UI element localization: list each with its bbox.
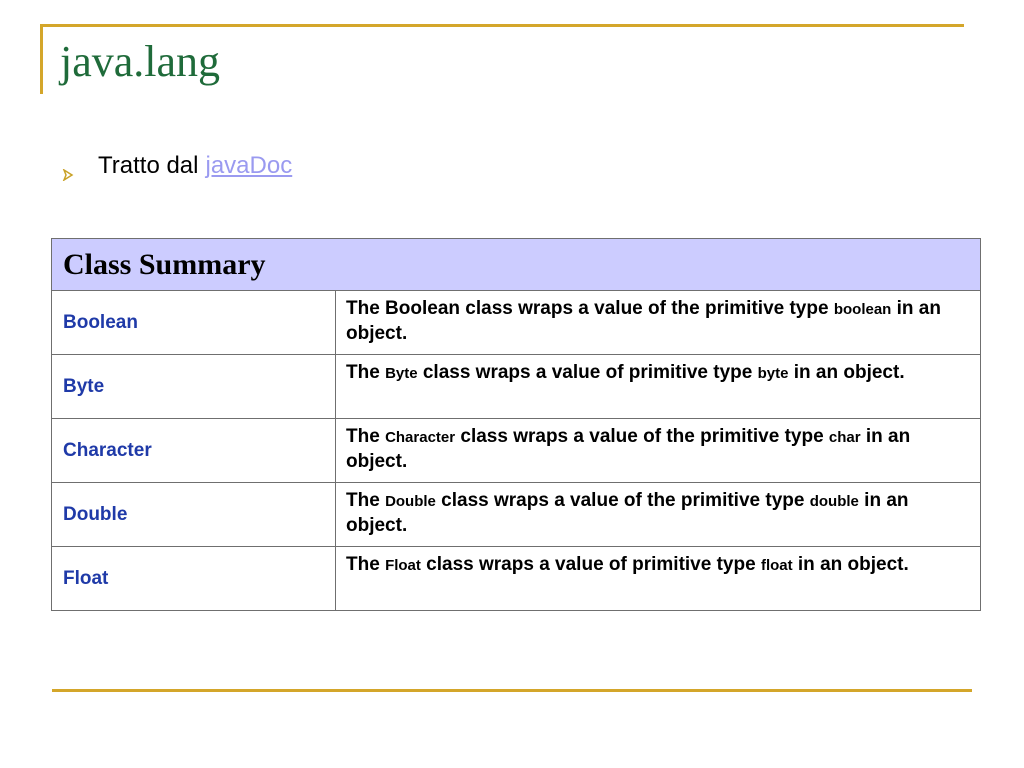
description-text: in an object. xyxy=(346,426,911,472)
class-name-link[interactable]: Boolean xyxy=(63,311,138,333)
inline-code: float xyxy=(760,557,793,574)
class-name-link[interactable]: Float xyxy=(63,567,109,589)
table-body xyxy=(52,291,981,611)
description-text: class wraps a value of primitive type xyxy=(417,362,758,383)
class-name-link[interactable]: Double xyxy=(63,503,128,525)
inline-code: byte xyxy=(757,365,789,382)
class-description-cell xyxy=(336,547,981,611)
inline-code: double xyxy=(809,493,859,510)
description-text: in an object. xyxy=(788,362,905,383)
bottom-rule xyxy=(52,689,972,692)
description-text: in an object. xyxy=(346,490,909,536)
description-text: The xyxy=(346,426,386,447)
inline-code: boolean xyxy=(833,301,892,318)
javadoc-link[interactable]: javaDoc xyxy=(205,152,293,179)
inline-code: Double xyxy=(385,493,436,510)
class-name-cell xyxy=(52,355,336,419)
description-text: class wraps a value of primitive type xyxy=(420,554,761,575)
inline-code: Byte xyxy=(385,365,418,382)
table-row xyxy=(52,291,981,355)
class-description-cell xyxy=(336,419,981,483)
arrow-bullet-icon xyxy=(62,160,74,172)
description-text: in an object. xyxy=(792,554,909,575)
class-name-cell xyxy=(52,483,336,547)
class-description-cell xyxy=(336,291,981,355)
description-text: class wraps a value of the primitive type xyxy=(455,426,829,447)
description-text: The xyxy=(346,490,386,511)
table-row xyxy=(52,483,981,547)
description-text: class wraps a value of the primitive type xyxy=(435,490,810,511)
left-rule xyxy=(40,24,43,94)
inline-code: Character xyxy=(385,429,456,446)
class-name-cell xyxy=(52,291,336,355)
description-text: The Boolean class wraps a value of the primitive type xyxy=(346,298,834,319)
class-name-cell xyxy=(52,419,336,483)
class-name-link[interactable]: Character xyxy=(63,439,152,461)
class-name-link[interactable]: Byte xyxy=(63,375,105,397)
bullet-text: Tratto dal xyxy=(98,152,199,179)
class-description-cell xyxy=(336,483,981,547)
description-text: in an object. xyxy=(346,298,941,344)
class-name-cell xyxy=(52,547,336,611)
table-row xyxy=(52,547,981,611)
slide-title: java.lang xyxy=(60,37,221,86)
inline-code: char xyxy=(828,429,861,446)
table-row xyxy=(52,419,981,483)
class-summary-table xyxy=(51,238,981,611)
table-row xyxy=(52,355,981,419)
table-header: Class Summary xyxy=(52,239,981,291)
description-text: The xyxy=(346,554,386,575)
top-rule xyxy=(40,24,964,27)
class-description-cell xyxy=(336,355,981,419)
bullet-item xyxy=(62,152,292,180)
inline-code: Float xyxy=(385,557,421,574)
description-text: The xyxy=(346,362,386,383)
